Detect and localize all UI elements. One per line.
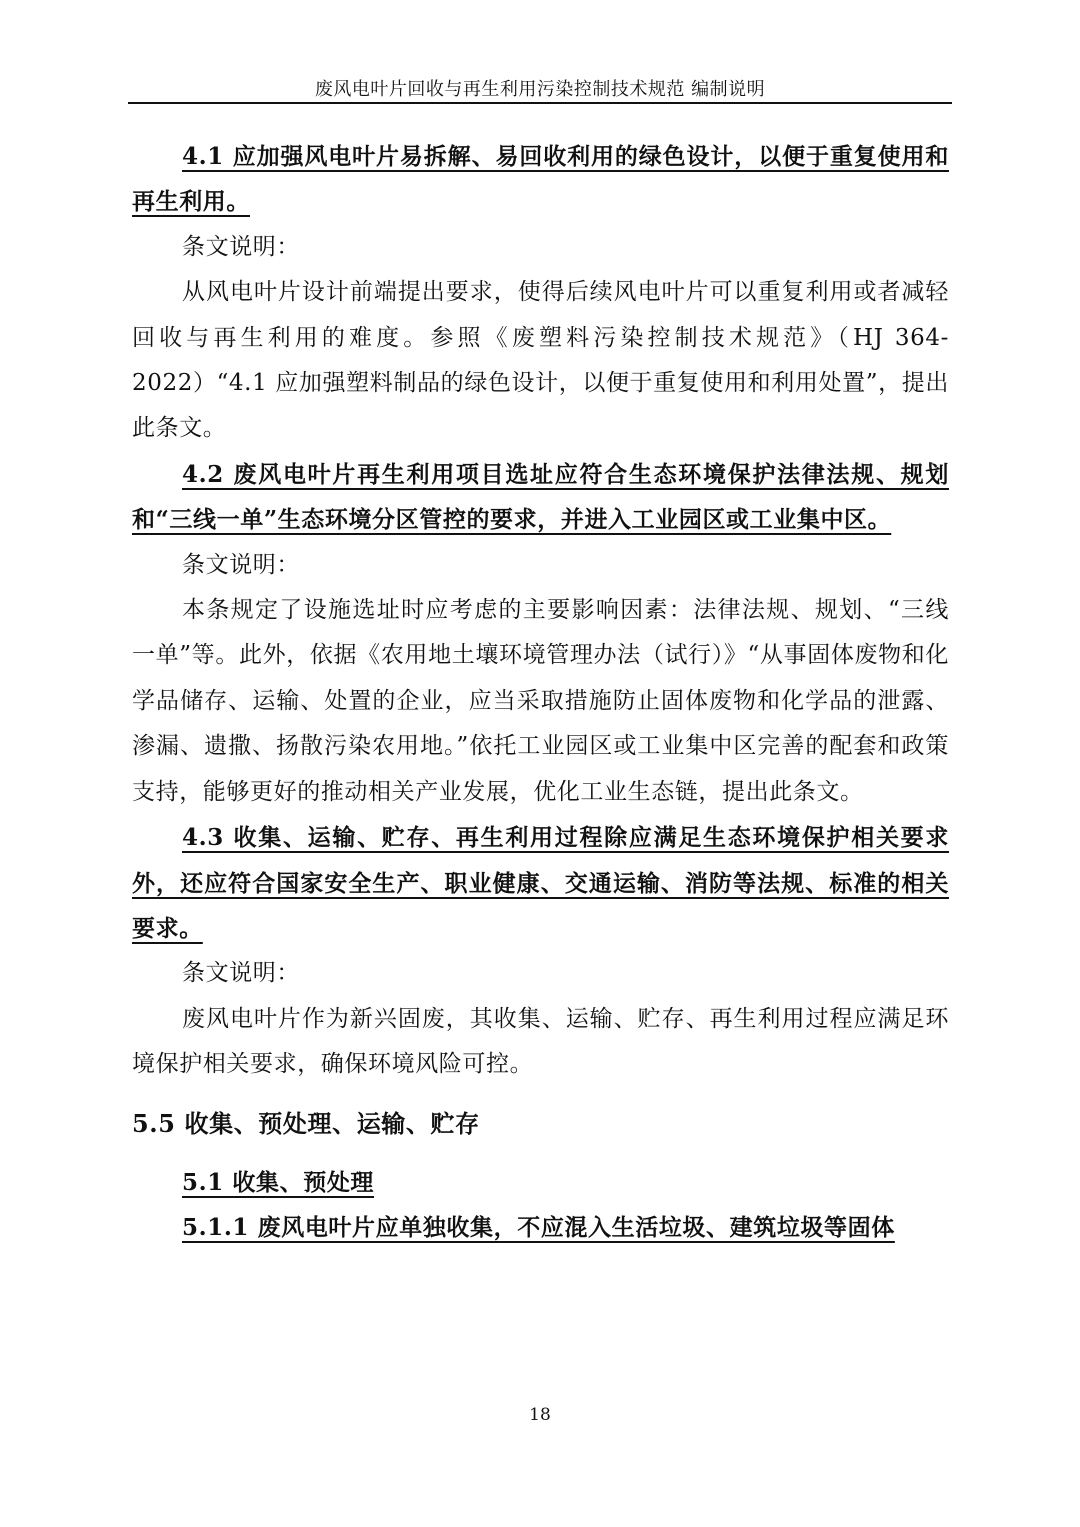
page-number: 18 xyxy=(529,1405,551,1425)
page-body xyxy=(132,134,949,1250)
clause-4-1-explanation-text: 从风电叶片设计前端提出要求，使得后续风电叶片可以重复利用或者减轻回收与再生利用的难度。参照《废塑料污染控制技术规范》（HJ 364-2022）“4.1 应加强塑料制品的绿色设计，以便于重复使用和利用处置”，提出此条文。 xyxy=(132,279,949,442)
clause-4-2-explanation-text: 本条规定了设施选址时应考虑的主要影响因素：法律法规、规划、“三线一单”等。此外，依据《农用地土壤环境管理办法（试行）》“从事固体废物和化学品储存、运输、处置的企业，应当采取措施防止固体废物和化学品的泄露、渗漏、遗撒、扬散污染农用地。”依托工业园区或工业集中区完善的配套和政策支持，能够更好的推动相关产业发展，优化工业生态链，提出此条文。 xyxy=(132,597,949,805)
clause-4-3: 4.3 收集、运输、贮存、再生利用过程除应满足生态环境保护相关要求外，还应符合国家安全生产、职业健康、交通运输、消防等法规、标准的相关要求。 xyxy=(132,824,949,942)
clause-4-2-explanation-label: 条文说明： xyxy=(182,551,300,578)
subsection-title-5-1: 5.1 收集、预处理 xyxy=(182,1168,375,1196)
clause-4-3-explanation-text: 废风电叶片作为新兴固废，其收集、运输、贮存、再生利用过程应满足环境保护相关要求，确保环境风险可控。 xyxy=(132,1005,949,1078)
clause-4-1-explanation-label: 条文说明： xyxy=(182,233,300,260)
header-rule xyxy=(128,102,952,104)
clause-4-3-explanation-label: 条文说明： xyxy=(182,960,300,987)
clause-4-2: 4.2 废风电叶片再生利用项目选址应符合生态环境保护法律法规、规划和“三线一单”生态环境分区管控的要求，并进入工业园区或工业集中区。 xyxy=(132,460,949,534)
section-title-5-5: 5.5 收集、预处理、运输、贮存 xyxy=(132,1108,480,1138)
running-header: 废风电叶片回收与再生利用污染控制技术规范 编制说明 xyxy=(314,79,766,100)
clause-4-1: 4.1 应加强风电叶片易拆解、易回收利用的绿色设计，以便于重复使用和再生利用。 xyxy=(132,143,949,216)
clause-5-1-1: 5.1.1 废风电叶片应单独收集，不应混入生活垃圾、建筑垃圾等固体 xyxy=(182,1213,895,1241)
